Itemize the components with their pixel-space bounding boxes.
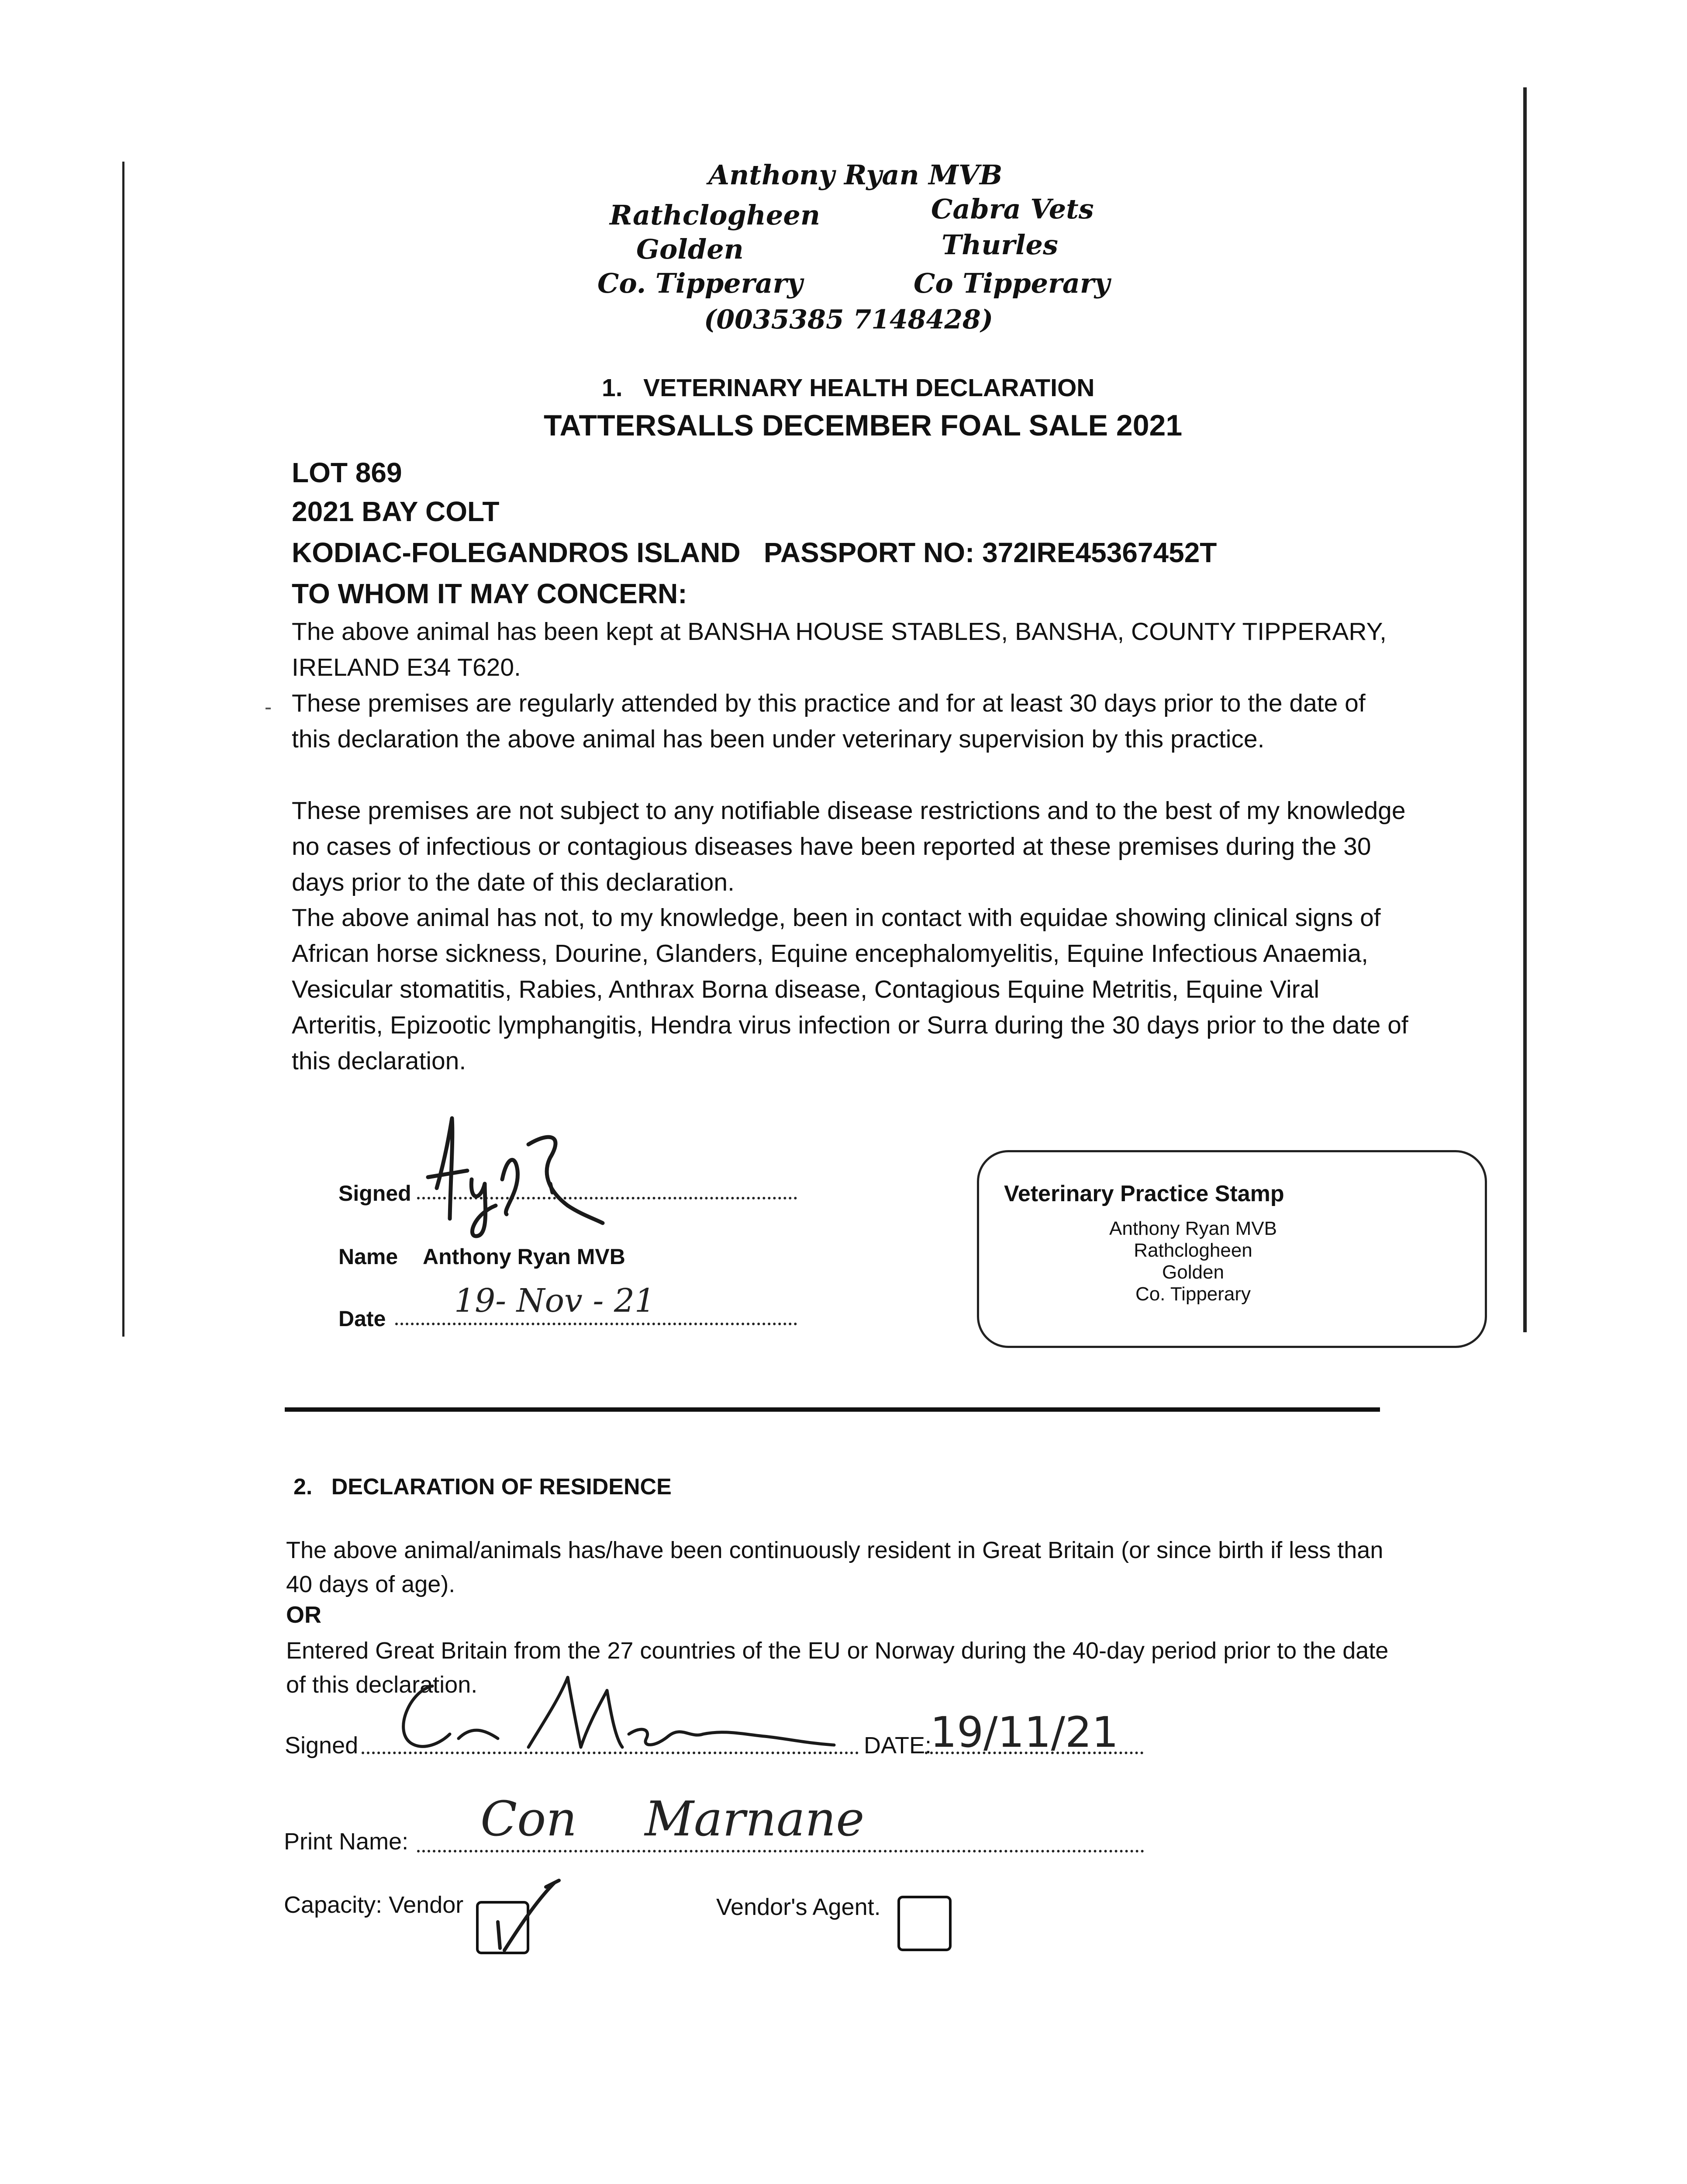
stamp-line-4: Co. Tipperary [1135, 1283, 1251, 1305]
margin-mark [266, 708, 271, 709]
section2-number: 2. [293, 1474, 313, 1500]
capacity-label: Capacity: Vendor [284, 1892, 464, 1918]
date-line-1 [395, 1323, 797, 1325]
paragraph-contact: The above animal has not, to my knowledge, been in contact with equidae showing clinical signs of African horse sickness, Dourine, Glanders, Equine encephalomyelitis, Equine Infectious Anaemia, Vesicular stomatitis, Rabies, Anthrax Borna disease, Contagious Equine Metritis, Equine Viral Arteritis, Epizootic lymphangitis, Hendra virus infection or Surra during the 30 days prior to the date of this declaration. [292, 904, 1408, 1075]
address-right-3: Co Tipperary [914, 267, 1110, 299]
lot-label: LOT [292, 457, 348, 488]
check-mark-icon [480, 1874, 563, 1961]
stamp-line-2: Rathclogheen [1134, 1240, 1252, 1261]
pedigree-line [292, 536, 1217, 569]
residence-paragraph: The above animal/animals has/have been continuously resident in Great Britain (or since birth if less than 40 days of age). [286, 1537, 1383, 1597]
agent-checkbox[interactable] [897, 1896, 952, 1951]
section1-heading [602, 373, 1094, 402]
agent-label: Vendor's Agent. [716, 1894, 881, 1920]
print-name-line [417, 1850, 1144, 1852]
passport-number: 372IRE45367452T [982, 537, 1217, 568]
date-label-1: Date [338, 1306, 386, 1331]
lot-line [292, 456, 402, 489]
scan-edge-left [122, 162, 124, 1337]
paragraph-supervision: These premises are regularly attended by this practice and for at least 30 days prior to the date of this declaration the above animal has been under veterinary supervision by this practice. [292, 689, 1366, 753]
print-name-label: Print Name: [284, 1828, 409, 1855]
address-right-1: Cabra Vets [931, 193, 1094, 225]
address-left-1: Rathclogheen [610, 199, 820, 231]
vet-name: Anthony Ryan MVB [708, 159, 1003, 191]
stamp-line-3: Golden [1162, 1261, 1224, 1283]
colt-line: 2021 BAY COLT [292, 496, 500, 527]
section2-title: DECLARATION OF RESIDENCE [331, 1474, 672, 1500]
section2-heading [293, 1474, 672, 1500]
section1-title: VETERINARY HEALTH DECLARATION [643, 374, 1095, 402]
stamp-lines [979, 1218, 1407, 1305]
signed-label-1: Signed [338, 1181, 411, 1206]
section-divider [285, 1407, 1380, 1412]
address-left-3: Co. Tipperary [597, 267, 803, 299]
scan-edge-right [1523, 87, 1527, 1332]
signed-label-2: Signed [285, 1732, 359, 1759]
vendor-signature [384, 1660, 847, 1760]
address-left-2: Golden [636, 233, 744, 265]
pedigree: KODIAC-FOLEGANDROS ISLAND [292, 537, 741, 568]
stamp-title: Veterinary Practice Stamp [1004, 1181, 1284, 1206]
vet-stamp [977, 1150, 1487, 1348]
stamp-line-1: Anthony Ryan MVB [1109, 1218, 1277, 1239]
lot-number: 869 [355, 457, 402, 488]
paragraph-restrictions: These premises are not subject to any notifiable disease restrictions and to the best of my knowledge no cases of infectious or contagious diseases have been reported at these premises during the 30 days prior to the date of this declaration. [292, 797, 1406, 896]
section1-number: 1. [602, 374, 623, 402]
paragraph-premises: The above animal has been kept at BANSHA HOUSE STABLES, BANSHA, COUNTY TIPPERARY, IRELAND E34 T620. [292, 618, 1387, 681]
phone: (0035385 7148428) [704, 304, 994, 335]
salutation: TO WHOM IT MAY CONCERN: [292, 578, 687, 609]
date-value-1: 19- Nov - 21 [454, 1282, 655, 1320]
date-value-2: 19/11/21 [930, 1708, 1119, 1757]
address-right-2: Thurles [942, 229, 1058, 261]
name-value-1: Anthony Ryan MVB [423, 1244, 625, 1269]
sale-title: TATTERSALLS DECEMBER FOAL SALE 2021 [544, 409, 1183, 442]
print-name-value: Con Marnane [480, 1791, 865, 1847]
or-label: OR [286, 1602, 321, 1628]
name-label-1: Name [338, 1244, 398, 1269]
entry-paragraph: Entered Great Britain from the 27 countries of the EU or Norway during the 40-day period prior to the date of this declaration. [286, 1638, 1389, 1698]
passport-label: PASSPORT NO: [763, 537, 975, 568]
date-label-2: DATE: [864, 1732, 932, 1759]
vet-signature [419, 1105, 664, 1241]
